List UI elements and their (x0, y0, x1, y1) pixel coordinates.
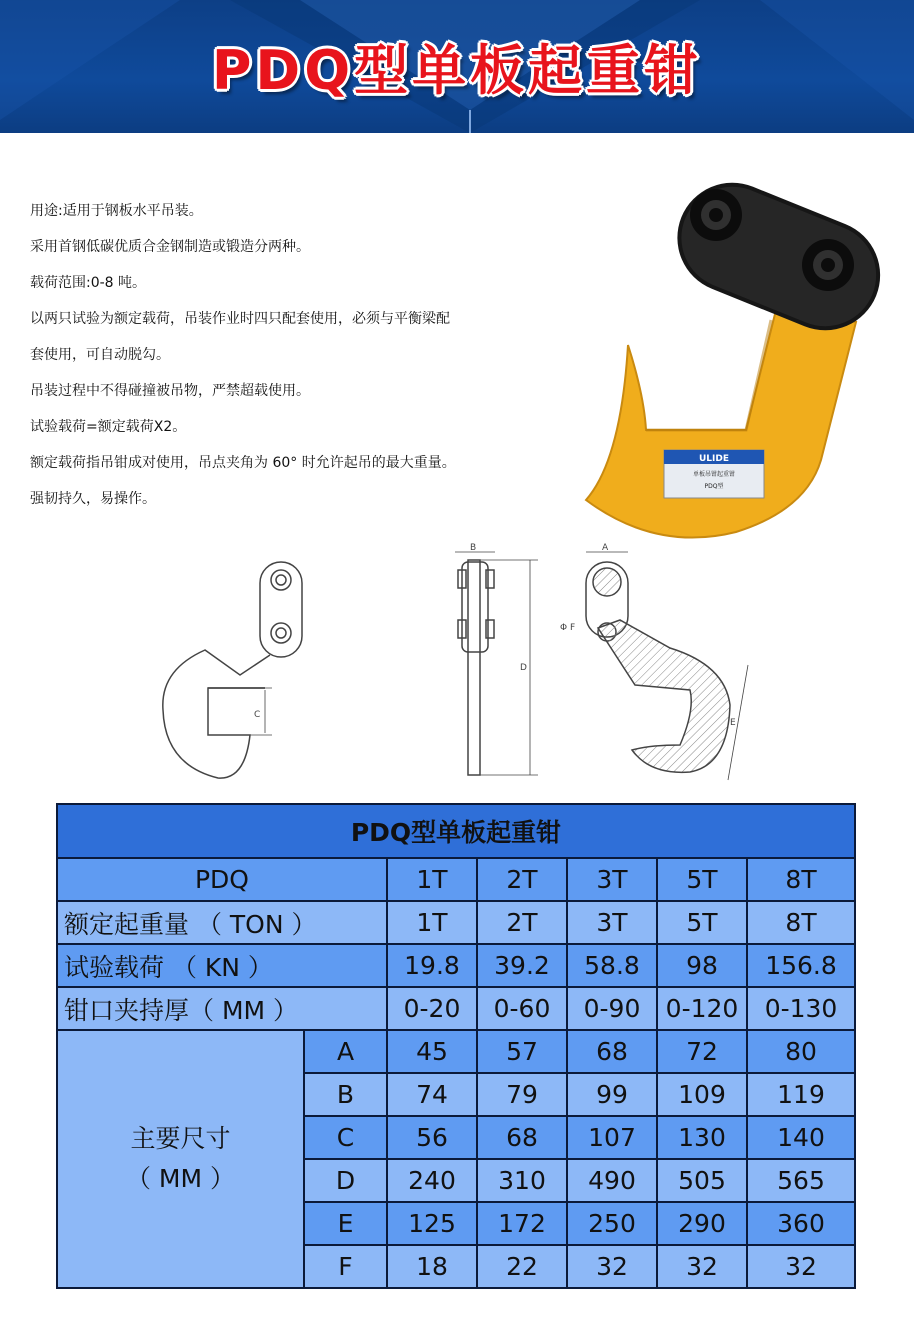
row-label: 额定起重量 （ TON ） (57, 901, 387, 944)
table-row (57, 858, 855, 901)
row-label: 试验载荷 （ KN ） (57, 944, 387, 987)
table-cell: 32 (747, 1245, 855, 1288)
product-label-plate (664, 450, 764, 498)
table-cell: 72 (657, 1030, 747, 1073)
table-cell: 505 (657, 1159, 747, 1202)
model-header: 1T (387, 858, 477, 901)
table-cell: 360 (747, 1202, 855, 1245)
drawing-side-view (163, 562, 302, 778)
dimension-key: D (304, 1159, 387, 1202)
dimension-key: F (304, 1245, 387, 1288)
table-cell: 130 (657, 1116, 747, 1159)
table-cell: 109 (657, 1073, 747, 1116)
table-cell: 32 (657, 1245, 747, 1288)
dimension-key: B (304, 1073, 387, 1116)
table-cell: 80 (747, 1030, 855, 1073)
header-label: PDQ (57, 858, 387, 901)
table-cell: 0-120 (657, 987, 747, 1030)
table-cell: 2T (477, 901, 567, 944)
label-line: PDQ型 (704, 483, 724, 490)
description-line: 强韧持久，易操作。 (30, 491, 156, 507)
description-line: 套使用，可自动脱勾。 (30, 347, 170, 363)
table-cell: 3T (567, 901, 657, 944)
table-cell: 74 (387, 1073, 477, 1116)
dimension-label: Φ F (560, 623, 576, 633)
label-brand: ULIDE (698, 454, 730, 464)
table-cell: 240 (387, 1159, 477, 1202)
table-cell: 156.8 (747, 944, 855, 987)
table-cell: 19.8 (387, 944, 477, 987)
table-row (57, 987, 855, 1030)
model-header: 2T (477, 858, 567, 901)
spec-table (56, 803, 856, 1289)
table-cell: 5T (657, 901, 747, 944)
header-banner (0, 0, 914, 133)
dimension-label: A (602, 543, 609, 553)
table-cell: 140 (747, 1116, 855, 1159)
description-line: 额定载荷指吊钳成对使用，吊点夹角为 60° 时允许起吊的最大重量。 (30, 455, 456, 471)
table-cell: 1T (387, 901, 477, 944)
model-header: 8T (747, 858, 855, 901)
table-cell: 490 (567, 1159, 657, 1202)
table-cell: 57 (477, 1030, 567, 1073)
dimension-label: C (254, 710, 261, 720)
table-cell: 22 (477, 1245, 567, 1288)
description-line: 用途:适用于钢板水平吊装。 (30, 203, 203, 219)
table-cell: 58.8 (567, 944, 657, 987)
technical-drawing (150, 540, 770, 790)
bolt-icon (802, 239, 854, 291)
table-cell: 68 (567, 1030, 657, 1073)
description-line: 试验载荷=额定载荷X2。 (30, 419, 187, 435)
drawing-front-view (455, 543, 538, 775)
table-cell: 172 (477, 1202, 567, 1245)
table-cell: 79 (477, 1073, 567, 1116)
table-cell: 290 (657, 1202, 747, 1245)
dimension-key: E (304, 1202, 387, 1245)
table-cell: 39.2 (477, 944, 567, 987)
description-line: 吊装过程中不得碰撞被吊物，严禁超载使用。 (30, 383, 310, 399)
table-cell: 45 (387, 1030, 477, 1073)
table-cell: 98 (657, 944, 747, 987)
model-header: 3T (567, 858, 657, 901)
table-row (57, 901, 855, 944)
table-row (57, 944, 855, 987)
bolt-icon (690, 189, 742, 241)
dimension-key: A (304, 1030, 387, 1073)
dimension-key: C (304, 1116, 387, 1159)
table-cell: 565 (747, 1159, 855, 1202)
dimensions-label: 主要尺寸 (130, 1124, 231, 1153)
table-cell: 107 (567, 1116, 657, 1159)
table-cell: 125 (387, 1202, 477, 1245)
table-cell: 119 (747, 1073, 855, 1116)
table-cell: 99 (567, 1073, 657, 1116)
table-cell: 56 (387, 1116, 477, 1159)
dimension-label: E (730, 718, 736, 728)
table-cell: 310 (477, 1159, 567, 1202)
table-cell: 8T (747, 901, 855, 944)
table-cell: 0-90 (567, 987, 657, 1030)
clamp-product-photo (566, 160, 886, 545)
table-cell: 18 (387, 1245, 477, 1288)
table-cell: 68 (477, 1116, 567, 1159)
drawing-section-view (560, 543, 748, 780)
product-description (30, 193, 550, 517)
table-title: PDQ型单板起重钳 (57, 804, 855, 858)
description-line: 载荷范围:0-8 吨。 (30, 275, 147, 291)
page-title: PDQ型单板起重钳 (211, 39, 703, 102)
table-cell: 0-130 (747, 987, 855, 1030)
label-line: 单板吊钳起重钳 (692, 471, 736, 478)
description-line: 采用首钢低碳优质合金钢制造或锻造分两种。 (30, 239, 310, 255)
dimension-label: D (520, 663, 527, 673)
description-line: 以两只试验为额定载荷，吊装作业时四只配套使用，必须与平衡梁配 (30, 311, 450, 327)
model-header: 5T (657, 858, 747, 901)
table-cell: 0-20 (387, 987, 477, 1030)
table-cell: 0-60 (477, 987, 567, 1030)
table-cell: 250 (567, 1202, 657, 1245)
table-cell: 32 (567, 1245, 657, 1288)
row-label: 钳口夹持厚（ MM ） (57, 987, 387, 1030)
dimensions-group-label (57, 1030, 304, 1288)
table-row (57, 1030, 855, 1073)
dimensions-unit: （ MM ） (125, 1164, 236, 1193)
dimension-label: B (470, 543, 477, 553)
